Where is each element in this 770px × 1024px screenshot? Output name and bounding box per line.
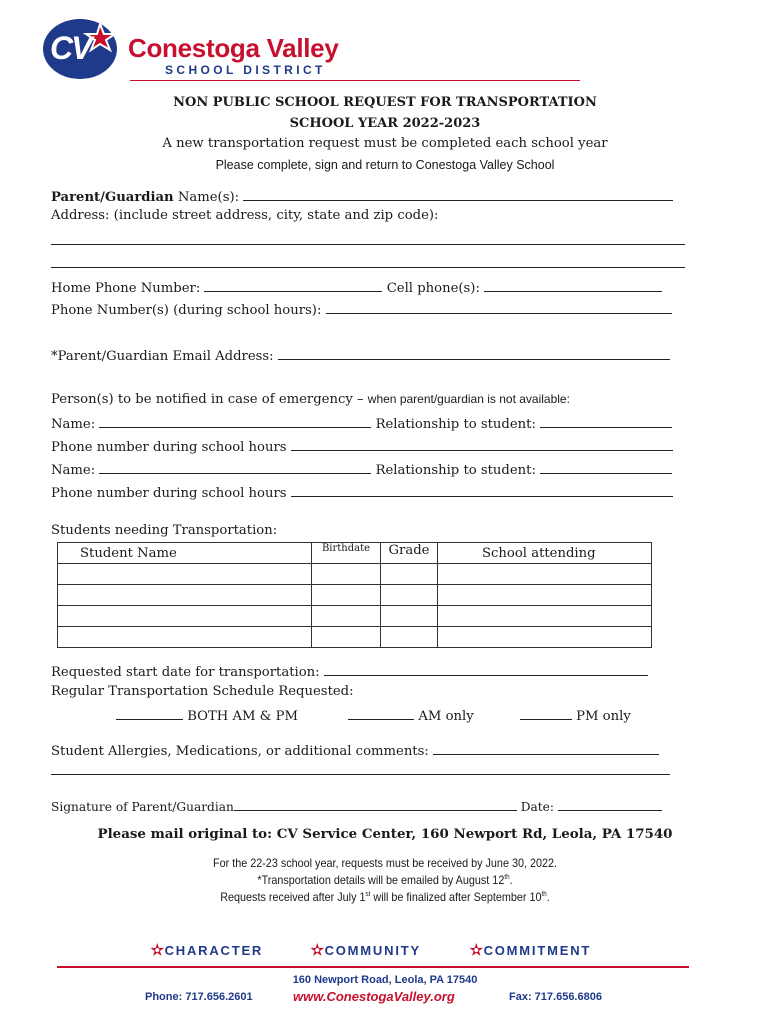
emergency-name-field-1[interactable] <box>99 413 371 428</box>
cell-phone-label: Cell phone(s): <box>386 281 480 296</box>
students-table <box>57 542 652 648</box>
email-field[interactable] <box>278 345 670 360</box>
emergency-label: Person(s) to be notified in case of emergency – <box>51 392 368 407</box>
footer-address: 160 Newport Road, Leola, PA 17540 <box>292 974 478 986</box>
table-row[interactable] <box>58 585 652 606</box>
emergency-name-label-1: Name: <box>51 417 96 432</box>
relationship-label-2: Relationship to student: <box>375 463 536 478</box>
both-option-label: BOTH AM & PM <box>187 709 298 724</box>
logo <box>42 18 122 80</box>
emergency-name-field-2[interactable] <box>99 459 371 474</box>
parent-name-row <box>51 186 673 206</box>
footer-character: ✫CHARACTER <box>151 942 264 959</box>
comments-line-2[interactable] <box>51 774 670 775</box>
address-line-1[interactable] <box>51 244 685 245</box>
emergency-name-row-2 <box>51 459 672 479</box>
home-phone-label: Home Phone Number: <box>51 281 201 296</box>
signature-field[interactable] <box>234 796 517 811</box>
emergency-note: when parent/guardian is not available: <box>367 392 570 406</box>
emergency-phone-row-1 <box>51 436 673 456</box>
school-hours-phone-field[interactable] <box>326 299 672 314</box>
date-field[interactable] <box>558 796 662 811</box>
footer-commitment: ✫COMMITMENT <box>470 942 592 959</box>
org-name: Conestoga Valley <box>128 33 339 63</box>
col-grade: Grade <box>381 543 438 564</box>
col-school-attending: School attending <box>438 543 652 564</box>
subtitle-instructions: Please complete, sign and return to Conestoga Valley School <box>215 158 555 172</box>
table-row[interactable] <box>58 627 652 648</box>
table-row[interactable] <box>58 606 652 627</box>
emergency-name-row-1 <box>51 413 672 433</box>
start-date-field[interactable] <box>324 661 648 676</box>
email-note: *Transportation details will be emailed by August 12th. <box>257 873 513 887</box>
emergency-label-row <box>51 391 570 408</box>
form-title: NON PUBLIC SCHOOL REQUEST FOR TRANSPORTATION <box>173 95 597 110</box>
emergency-phone-field-1[interactable] <box>291 436 673 451</box>
email-label: *Parent/Guardian Email Address: <box>51 349 274 364</box>
footer-community: ✫COMMUNITY <box>311 942 421 959</box>
logo-monogram: CV <box>50 30 91 66</box>
schedule-options-row <box>116 705 631 725</box>
address-label: Address: (include street address, city, state and zip code): <box>51 208 439 223</box>
subtitle-annual: A new transportation request must be completed each school year <box>162 136 608 151</box>
start-date-label: Requested start date for transportation: <box>51 665 320 680</box>
am-option-blank[interactable] <box>348 705 414 720</box>
both-option-blank[interactable] <box>116 705 183 720</box>
signature-label: Signature of Parent/Guardian <box>51 800 234 814</box>
signature-row <box>51 796 662 815</box>
star-icon: ✫ <box>311 942 324 959</box>
start-date-row <box>51 661 648 681</box>
col-student-name: Student Name <box>58 543 312 564</box>
email-row <box>51 345 670 365</box>
parent-name-field[interactable] <box>243 186 673 201</box>
date-label: Date: <box>520 800 554 814</box>
star-icon: ✫ <box>470 942 483 959</box>
emergency-phone-label-2: Phone number during school hours <box>51 486 287 501</box>
footer-fax: Fax: 717.656.6806 <box>509 991 602 1003</box>
table-header-row <box>58 543 652 564</box>
cell-phone-field[interactable] <box>484 277 662 292</box>
parent-label: Name(s): <box>173 190 240 205</box>
star-icon: ✫ <box>151 942 164 959</box>
school-hours-phone-row <box>51 299 672 319</box>
mail-instructions: Please mail original to: CV Service Center, 160 Newport Rd, Leola, PA 17540 <box>97 826 673 842</box>
footer-phone: Phone: 717.656.2601 <box>145 991 253 1003</box>
address-line-2[interactable] <box>51 267 685 268</box>
pm-option-blank[interactable] <box>520 705 572 720</box>
schedule-label: Regular Transportation Schedule Requested: <box>51 684 354 699</box>
home-phone-row <box>51 277 662 297</box>
students-label: Students needing Transportation: <box>51 523 278 538</box>
emergency-phone-row-2 <box>51 482 673 502</box>
home-phone-field[interactable] <box>204 277 382 292</box>
pm-option-label: PM only <box>576 709 631 724</box>
am-option-label: AM only <box>418 709 474 724</box>
school-hours-phone-label: Phone Number(s) (during school hours): <box>51 303 322 318</box>
emergency-phone-field-2[interactable] <box>291 482 673 497</box>
late-request-note: Requests received after July 1st will be finalized after September 10th. <box>220 890 550 904</box>
emergency-phone-label-1: Phone number during school hours <box>51 440 287 455</box>
footer-website[interactable]: www.ConestogaValley.org <box>293 989 455 1004</box>
comments-field[interactable] <box>433 740 659 755</box>
footer-divider <box>57 966 689 968</box>
comments-label: Student Allergies, Medications, or additional comments: <box>51 744 429 759</box>
emergency-name-label-2: Name: <box>51 463 96 478</box>
relationship-field-2[interactable] <box>540 459 672 474</box>
comments-row <box>51 740 659 760</box>
school-year-title: SCHOOL YEAR 2022-2023 <box>289 116 481 131</box>
deadline-note: For the 22-23 school year, requests must be received by June 30, 2022. <box>212 856 557 870</box>
org-sub: SCHOOL DISTRICT <box>165 63 326 77</box>
relationship-field-1[interactable] <box>540 413 672 428</box>
relationship-label-1: Relationship to student: <box>375 417 536 432</box>
parent-label-bold: Parent/Guardian <box>51 190 174 205</box>
header-divider <box>130 80 580 81</box>
table-row[interactable] <box>58 564 652 585</box>
col-birthdate: Birthdate <box>312 543 381 564</box>
